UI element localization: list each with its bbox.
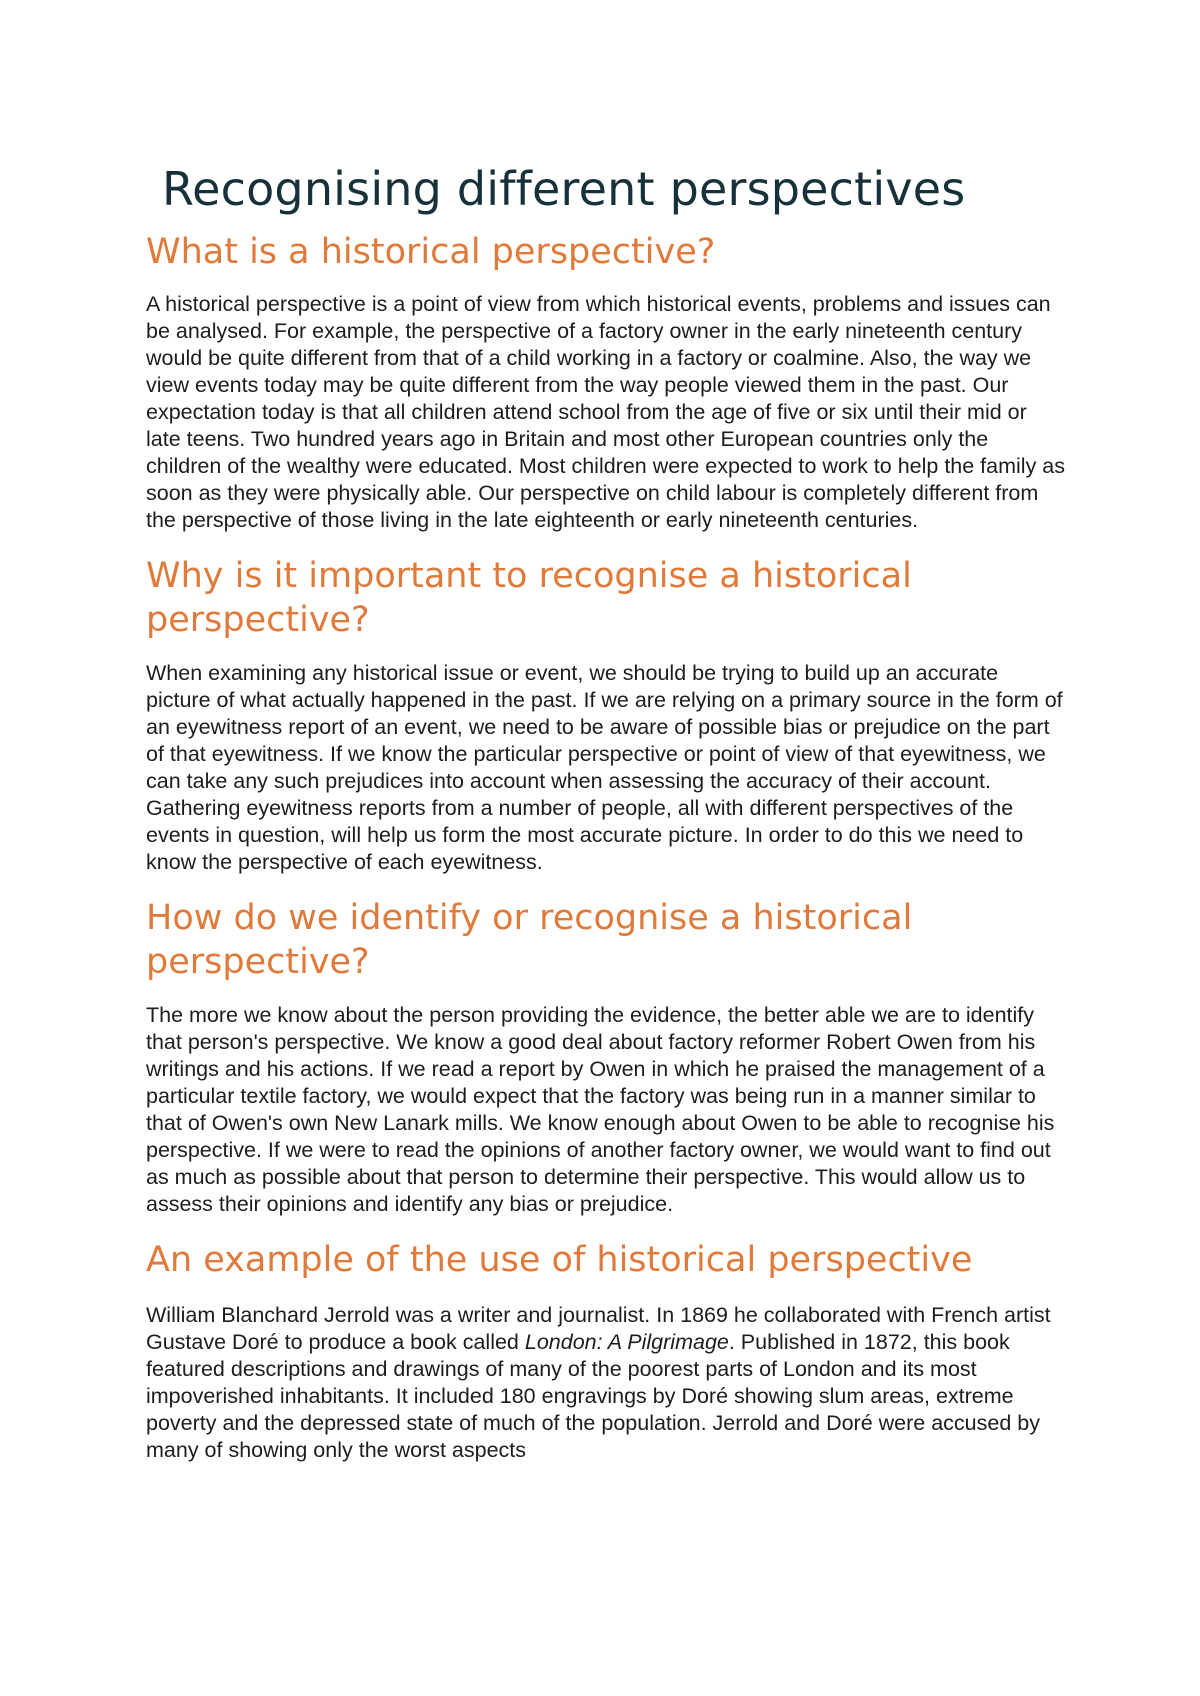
section-paragraph-example — [146, 1302, 1066, 1464]
document-title: Recognising different perspectives — [162, 162, 966, 216]
section-heading-why-important: Why is it important to recognise a historical perspective? — [146, 556, 912, 640]
example-text-end: . Published in 1872, this book featured descriptions and drawings of many of the poorest parts of London and its most impoverished inhabitants. It included 180 engravings by Doré showing slum areas, extreme poverty and the depressed state of much of the population. Jerrold and Doré were accused by many of showing only the worst aspects — [146, 1330, 1040, 1462]
section-heading-what-is: What is a historical perspective? — [146, 232, 716, 272]
section-heading-example: An example of the use of historical perspective — [146, 1240, 973, 1280]
section-paragraph-how-identify: The more we know about the person providing the evidence, the better able we are to identify that person's perspective. We know a good deal about factory reformer Robert Owen from his writings and his actions. If we read a report by Owen in which he praised the management of a particular textile factory, we would expect that the factory was being run in a manner similar to that of Owen's own New Lanark mills. We know enough about Owen to be able to recognise his perspective. If we were to read the opinions of another factory owner, we would want to find out as much as possible about that person to determine their perspective. This would allow us to assess their opinions and identify any bias or prejudice. — [146, 1003, 1055, 1216]
example-text-start: William Blanchard Jerrold was a writer and journalist. In 1869 he collaborated with French artist Gustave Doré to produce a book called — [146, 1303, 1051, 1354]
document-content — [146, 160, 1066, 1464]
section-heading-how-identify: How do we identify or recognise a historical perspective? — [146, 898, 913, 982]
section-paragraph-why-important: When examining any historical issue or event, we should be trying to build up an accurate picture of what actually happened in the past. If we are relying on a primary source in the form of an eyewitness report of an event, we need to be aware of possible bias or prejudice on the part of that eyewitness. If we know the particular perspective or point of view of that eyewitness, we can take any such prejudices into account when assessing the accuracy of their account. Gathering eyewitness reports from a number of people, all with different perspectives of the events in question, will help us form the most accurate picture. In order to do this we need to know the perspective of each eyewitness. — [146, 661, 1063, 874]
book-title-italic: London: A Pilgrimage — [524, 1330, 729, 1354]
section-paragraph-what-is: A historical perspective is a point of view from which historical events, problems and issues can be analysed. For example, the perspective of a factory owner in the early nineteenth century would be quite different from that of a child working in a factory or coalmine. Also, the way we view events today may be quite different from the way people viewed them in the past. Our expectation today is that all children attend school from the age of five or six until their mid or late teens. Two hundred years ago in Britain and most other European countries only the children of the wealthy were educated. Most children were expected to work to help the family as soon as they were physically able. Our perspective on child labour is completely different from the perspective of those living in the late eighteenth or early nineteenth centuries. — [146, 292, 1066, 532]
